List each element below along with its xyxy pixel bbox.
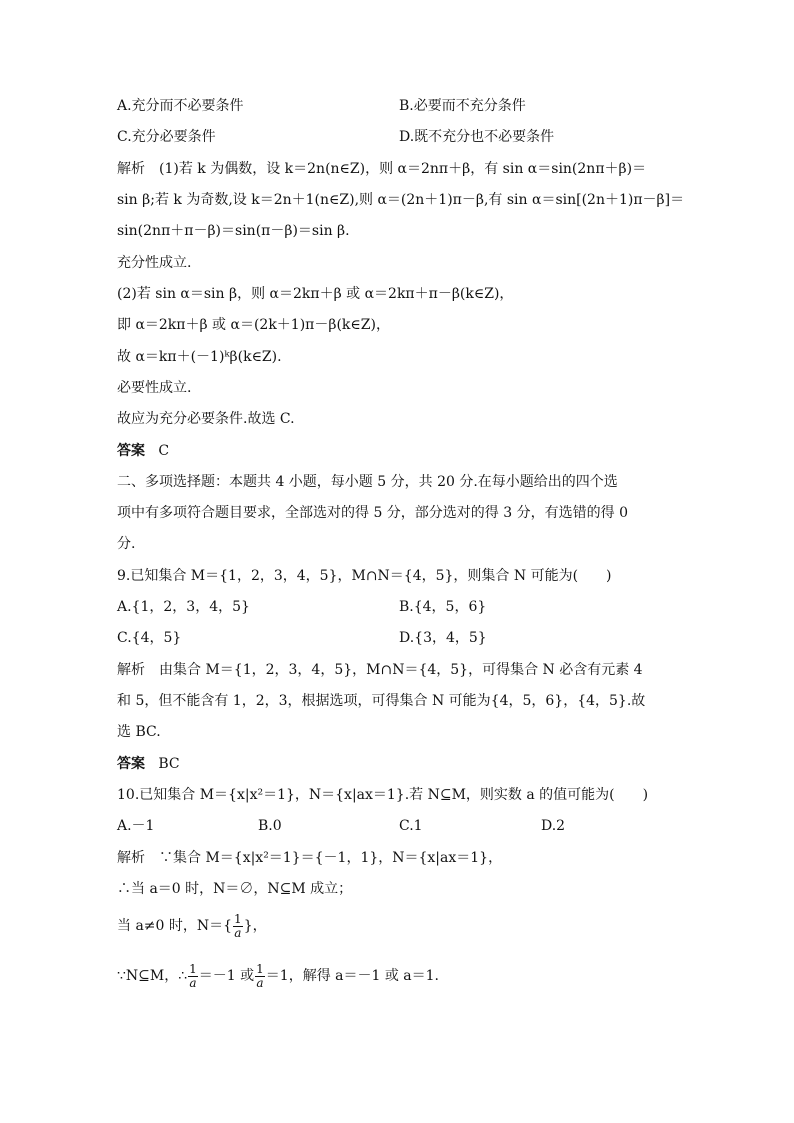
q8-analysis-line: sin(2nπ＋π－β)＝sin(π－β)＝sin β.	[117, 223, 350, 239]
answer-label: 答案	[117, 756, 145, 772]
text-run: 当 a≠0 时，N＝{	[117, 918, 233, 934]
q8-answer	[117, 441, 169, 461]
q10-analysis-line	[117, 912, 267, 940]
text-run: ＝－1 或	[198, 968, 255, 984]
fraction	[255, 963, 265, 990]
q8-option-a: A.充分而不必要条件	[117, 98, 244, 114]
section-heading: 二、多项选择题：本题共 4 小题，每小题 5 分，共 20 分.在每小题给出的四个选	[117, 474, 618, 490]
text-run: ∵N⊆M，∴	[117, 968, 188, 984]
q8-analysis-line: sin β;若 k 为奇数,设 k＝2n＋1(n∈Z),则 α＝(2n＋1)π－β,有 sin α＝sin[(2n＋1)π－β]＝	[117, 192, 685, 208]
fraction-numerator: 1	[234, 911, 242, 926]
q8-option-c: C.充分必要条件	[117, 129, 216, 145]
q8-option-b: B.必要而不充分条件	[399, 98, 526, 114]
fraction	[233, 913, 243, 940]
fraction-numerator: 1	[189, 961, 197, 976]
fraction-denominator: a	[256, 975, 264, 990]
fraction-denominator: a	[189, 975, 197, 990]
text-run: ＝1，解得 a＝－1 或 a＝1.	[265, 968, 439, 984]
q9-stem: 9.已知集合 M＝{1，2，3，4，5}，M∩N＝{4，5}，则集合 N 可能为( )	[117, 568, 612, 584]
q8-analysis-line: 即 α＝2kπ＋β 或 α＝(2k＋1)π－β(k∈Z)，	[117, 317, 390, 333]
q9-option-d: D.{3，4，5}	[399, 630, 487, 646]
fraction-denominator: a	[234, 925, 242, 940]
q8-analysis-line: (2)若 sin α＝sin β，则 α＝2kπ＋β 或 α＝2kπ＋π－β(k∈Z)，	[117, 286, 514, 302]
fraction-numerator: 1	[256, 961, 264, 976]
q10-stem: 10.已知集合 M＝{x|x²＝1}，N＝{x|ax＝1}.若 N⊆M，则实数 a 的值可能为( )	[117, 787, 649, 803]
text-run: }，	[243, 918, 267, 934]
q10-analysis-line	[117, 962, 439, 990]
q10-analysis-line: 解析 ∵集合 M＝{x|x²＝1}＝{－1，1}，N＝{x|ax＝1}，	[117, 850, 503, 866]
q9-option-a: A.{1，2，3，4，5}	[117, 599, 250, 615]
q8-analysis-line: 故应为充分必要条件.故选 C.	[117, 411, 295, 427]
q10-option-a: A.－1	[117, 818, 155, 834]
q9-answer	[117, 754, 180, 774]
q9-option-c: C.{4，5}	[117, 630, 182, 646]
section-heading: 分.	[117, 536, 136, 552]
fraction	[188, 963, 198, 990]
q10-analysis-line: ∴当 a＝0 时，N＝∅，N⊆M 成立；	[117, 881, 353, 897]
q9-analysis-line: 解析 由集合 M＝{1，2，3，4，5}，M∩N＝{4，5}，可得集合 N 必含有元素 4	[117, 662, 643, 678]
q10-option-c: C.1	[399, 818, 423, 834]
q8-analysis-line: 必要性成立.	[117, 380, 192, 396]
answer-label: 答案	[117, 443, 145, 459]
q10-option-d: D.2	[541, 818, 566, 834]
q8-analysis-line: 故 α＝kπ＋(－1)ᵏβ(k∈Z).	[117, 349, 282, 365]
q8-analysis-line: 解析 (1)若 k 为偶数，设 k＝2n(n∈Z)，则 α＝2nπ＋β，有 sin α＝sin(2nπ＋β)＝	[117, 161, 647, 177]
q8-analysis-line: 充分性成立.	[117, 255, 192, 271]
q9-analysis-line: 和 5，但不能含有 1，2，3，根据选项，可得集合 N 可能为{4，5，6}，{4，5}.故	[117, 693, 646, 709]
answer-value: BC	[158, 756, 180, 772]
section-heading: 项中有多项符合题目要求，全部选对的得 5 分，部分选对的得 3 分，有选错的得 0	[117, 505, 628, 521]
q9-analysis-line: 选 BC.	[117, 724, 161, 740]
q9-option-b: B.{4，5，6}	[399, 599, 487, 615]
q10-option-b: B.0	[258, 818, 282, 834]
answer-value: C	[158, 443, 170, 459]
q8-option-d: D.既不充分也不必要条件	[399, 129, 555, 145]
